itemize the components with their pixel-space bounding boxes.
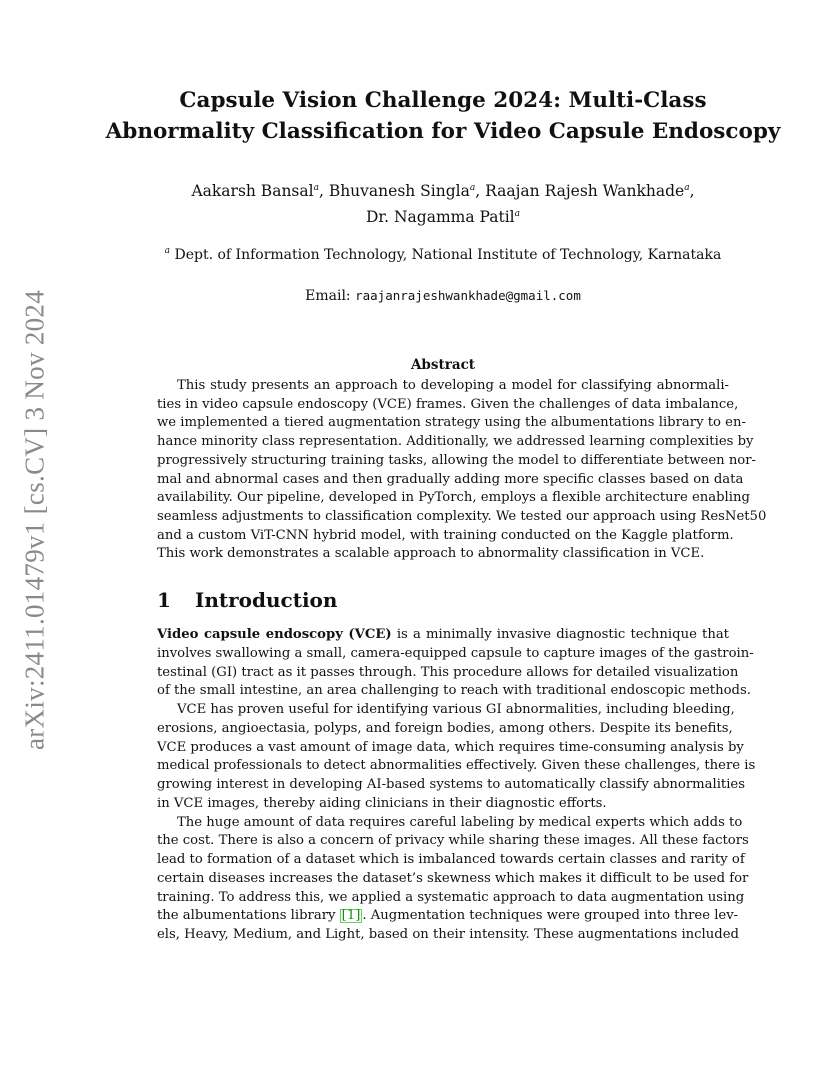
affiliation [100, 245, 786, 265]
title-line: Capsule Vision Challenge 2024: Multi-Class [179, 88, 707, 113]
authors-line-2 [100, 204, 786, 230]
author-separator: , [689, 182, 695, 200]
body-line: erosions, angioectasia, polyps, and foreign bodies, among others. Despite its benefits, [157, 720, 733, 736]
body-line [157, 907, 739, 926]
body-line: the cost. There is also a concern of privacy while sharing these images. All these factors [157, 833, 749, 849]
abstract-line: we implemented a tiered augmentation strategy using the albumentations library to en- [157, 415, 746, 431]
abstract-line: This work demonstrates a scalable approach to abnormality classification in VCE. [157, 546, 705, 562]
author-name: Aakarsh Bansal [191, 182, 314, 200]
body-line [157, 626, 729, 645]
authors-line-1 [100, 178, 786, 204]
author-name: Bhuvanesh Singla [328, 182, 470, 200]
abstract-line: hance minority class representation. Additionally, we addressed learning complexities by [157, 434, 754, 450]
body-line: els, Heavy, Medium, and Light, based on their intensity. These augmentations included [157, 927, 739, 942]
email-address[interactable]: raajanrajeshwankhade@gmail.com [355, 288, 581, 303]
introduction-body [157, 626, 756, 945]
author-list [100, 178, 786, 230]
body-line: lead to formation of a dataset which is imbalanced towards certain classes and rarity of [157, 852, 745, 867]
section-number: 1 [157, 588, 171, 612]
body-line: VCE produces a vast amount of image data, which requires time-consuming analysis by [157, 739, 744, 755]
bold-term: Video capsule endoscopy (VCE) [157, 627, 392, 642]
body-text: the albumentations library [157, 908, 340, 924]
body-line: growing interest in developing AI-based systems to automatically classify abnormalities [157, 777, 746, 792]
body-line: of the small intestine, an area challenging to reach with traditional endoscopic methods. [157, 683, 751, 699]
affiliation-mark: a [313, 183, 319, 193]
abstract-line: This study presents an approach to developing a model for classifying abnormali- [177, 378, 729, 393]
paper-title [100, 85, 786, 147]
body-line: testinal (GI) tract as it passes through. This procedure allows for detailed visualization [157, 664, 739, 680]
abstract-line: progressively structuring training tasks, allowing the model to differentiate between nor- [157, 452, 757, 468]
author-separator: , [475, 182, 486, 200]
section-title: Introduction [195, 588, 338, 612]
affiliation-mark: a [684, 183, 690, 193]
abstract-line: and a custom ViT-CNN hybrid model, with training conducted on the Kaggle platform. [157, 527, 734, 543]
abstract-line: ties in video capsule endoscopy (VCE) frames. Given the challenges of data imbalance, [157, 396, 739, 412]
contact-email [100, 286, 786, 306]
abstract-line: availability. Our pipeline, developed in PyTorch, employs a flexible architecture enabling [157, 490, 750, 506]
body-line: training. To address this, we applied a systematic approach to data augmentation using [157, 889, 745, 905]
author-name: Dr. Nagamma Patil [365, 208, 515, 226]
author-separator: , [318, 182, 329, 200]
affiliation-text: Dept. of Information Technology, National Institute of Technology, Karnataka [174, 247, 722, 263]
affiliation-mark: a [164, 246, 171, 256]
abstract-line: mal and abnormal cases and then gradually adding more specific classes based on data [157, 471, 744, 487]
body-line: certain diseases increases the dataset’s skewness which makes it difficult to be used for [157, 870, 749, 886]
affiliation-mark: a [469, 183, 476, 193]
citation-link[interactable]: [1] [341, 908, 361, 924]
body-line: involves swallowing a small, camera-equipped capsule to capture images of the gastroin- [157, 645, 754, 661]
body-text: . Augmentation techniques were grouped into three lev- [362, 908, 739, 924]
body-line: medical professionals to detect abnormalities effectively. Given these challenges, there is [157, 758, 756, 774]
author-name: Raajan Rajesh Wankhade [485, 182, 685, 200]
body-line: VCE has proven useful for identifying various GI abnormalities, including bleeding, [177, 702, 735, 717]
abstract-line: seamless adjustments to classification complexity. We tested our approach using ResNet50 [157, 508, 767, 524]
abstract-body [157, 377, 767, 564]
body-text: is a minimally invasive diagnostic technique that [391, 627, 729, 642]
arxiv-identifier: arXiv:2411.01479v1 [cs.CV] 3 Nov 2024 [19, 289, 50, 751]
section-heading [157, 586, 337, 614]
affiliation-mark: a [514, 209, 520, 219]
body-line: in VCE images, thereby aiding clinicians in their diagnostic efforts. [157, 795, 607, 811]
email-label: Email: [305, 288, 351, 304]
body-line: The huge amount of data requires careful labeling by medical experts which adds to [177, 814, 743, 830]
abstract-heading: Abstract [410, 357, 476, 373]
title-line: Abnormality Classification for Video Capsule Endoscopy [105, 119, 781, 144]
